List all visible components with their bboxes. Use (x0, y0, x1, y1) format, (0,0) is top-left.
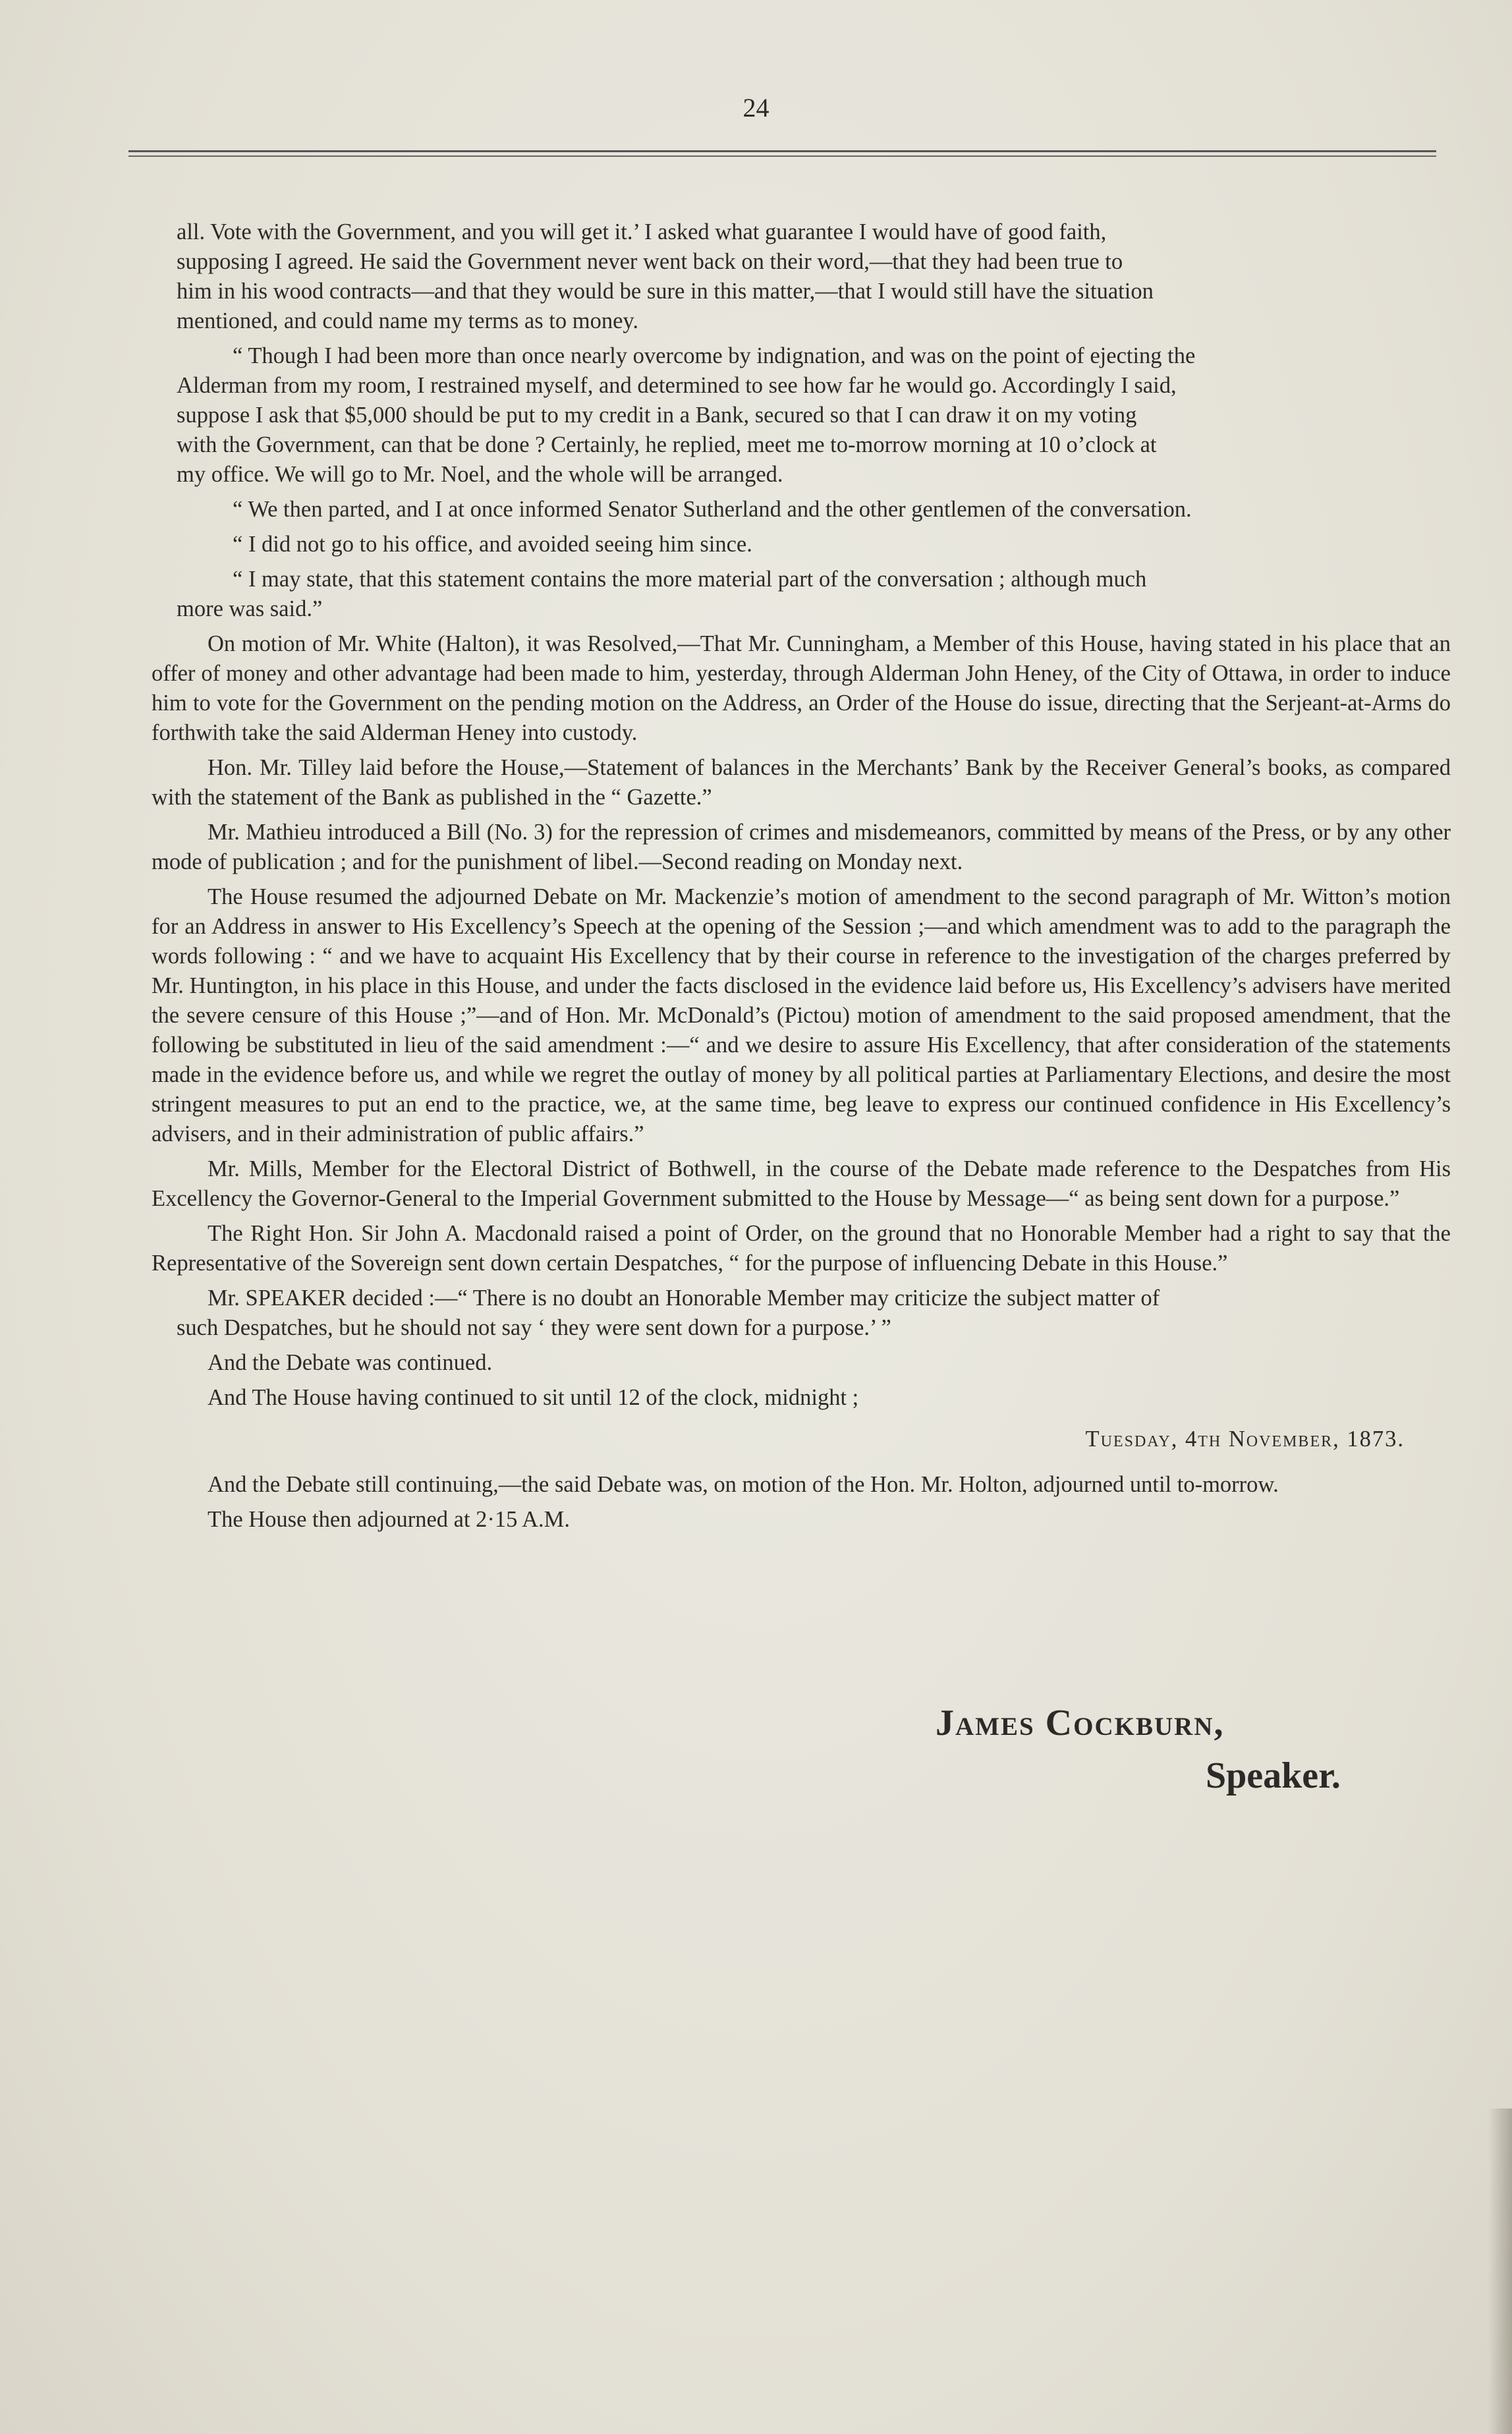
header-rule (128, 150, 1436, 159)
quoted-paragraph (152, 530, 1451, 559)
paragraph-house-adjourned: The House then adjourned at 2·15 A.M. (208, 1507, 570, 1532)
paragraph-debate-adjourned: And the Debate still continuing,—the said Debate was, on motion of the Hon. Mr. Holton, adjourned until to-morrow. (208, 1472, 1279, 1497)
speaker-line: Mr. SPEAKER decided :—“ There is no doubt an Honorable Member may criticize the subject matter of (208, 1286, 1160, 1311)
paragraph-macdonald: The Right Hon. Sir John A. Macdonald raised a point of Order, on the ground that no Honorable Member had a right to say that the Representative of the Sovereign sent down certain Despatches, “ for the purpose of influencing Debate in this House.” (152, 1221, 1451, 1276)
speaker-name: James Cockburn, (936, 1703, 1225, 1743)
paragraph-mills: Mr. Mills, Member for the Electoral District of Bothwell, in the course of the Debate made reference to the Despatches from His Excellency the Governor-General to the Imperial Government submitted to the House by Message—“ as being sent down for a purpose.” (152, 1156, 1451, 1211)
quote-line: Alderman from my room, I restrained myself, and determined to see how far he would go. Accordingly I said, (177, 373, 1177, 398)
binding-shadow (1488, 2109, 1512, 2434)
quoted-paragraph (152, 495, 1451, 524)
quote-line: my office. We will go to Mr. Noel, and the whole will be arranged. (177, 462, 783, 487)
quote-line: supposing I agreed. He said the Government never went back on their word,—that they had been true to (177, 249, 1123, 274)
quoted-paragraph (152, 341, 1451, 490)
quoted-paragraph (152, 565, 1451, 624)
paragraph-white-motion: On motion of Mr. White (Halton), it was Resolved,—That Mr. Cunningham, a Member of this House, having stated in his place that an offer of money and other advantage had been made to him, yesterday, through Alderman John Heney, of the City of Ottawa, in order to induce him to vote for the Government on the pending motion on the Address, an Order of the House do issue, directing that the Serjeant-at-Arms do forthwith take the said Alderman Heney into custody. (152, 631, 1451, 745)
date-heading: Tuesday, 4th November, 1873. (1085, 1427, 1405, 1452)
quote-line: all. Vote with the Government, and you will get it.’ I asked what guarantee I would have of good faith, (177, 219, 1107, 244)
quote-line: him in his wood contracts—and that they would be sure in this matter,—that I would still have the situation (177, 279, 1154, 304)
signature-block (936, 1697, 1397, 1802)
page-number: 24 (742, 93, 770, 123)
quote-line: “ I did not go to his office, and avoided seeing him since. (233, 532, 752, 557)
paragraph-debate-continued: And the Debate was continued. (208, 1350, 493, 1375)
quote-line: with the Government, can that be done ? Certainly, he replied, meet me to-morrow morning at 10 o’clock at (177, 432, 1157, 457)
paragraph-speaker-decision (152, 1284, 1451, 1343)
speaker-line: such Despatches, but he should not say ‘ they were sent down for a purpose.’ ” (177, 1315, 891, 1340)
quote-line: suppose I ask that $5,000 should be put to my credit in a Bank, secured so that I can draw it on my voting (177, 403, 1137, 428)
paragraph-tilley: Hon. Mr. Tilley laid before the House,—Statement of balances in the Merchants’ Bank by the Receiver General’s books, as compared with the statement of the Bank as published in the “ Gazette.” (152, 755, 1451, 810)
paragraph-debate-resumed: The House resumed the adjourned Debate on Mr. Mackenzie’s motion of amendment to the second paragraph of Mr. Witton’s motion for an Address in answer to His Excellency’s Speech at the opening of the Session ;—and which amendment was to add to the paragraph the words following : “ and we have to acquaint His Excellency that by their course in reference to the investigation of the charges preferred by Mr. Huntington, in his place in this House, and under the facts disclosed in the evidence laid before us, His Excellency’s advisers have merited the severe censure of this House ;”—and of Hon. Mr. McDonald’s (Pictou) motion of amendment to the said proposed amendment, that the following be substituted in lieu of the said amendment :—“ and we desire to assure His Excellency, that after consideration of the statements made in the evidence before us, and while we regret the outlay of money by all political parties at Parliamentary Elections, and desire the most stringent measures to put an end to the practice, we, at the same time, beg leave to express our continued confidence in His Excellency’s advisers, and in their administration of public affairs.” (152, 884, 1451, 1146)
paragraph-sat-until: And The House having continued to sit until 12 of the clock, midnight ; (208, 1385, 859, 1410)
quote-line: more was said.” (177, 596, 323, 621)
quote-line: “ I may state, that this statement contains the more material part of the conversation ; although much (233, 567, 1147, 592)
quote-line: mentioned, and could name my terms as to money. (177, 308, 639, 333)
quote-line: “ Though I had been more than once nearly overcome by indignation, and was on the point of ejecting the (233, 343, 1196, 368)
paragraph-mathieu-bill: Mr. Mathieu introduced a Bill (No. 3) for the repression of crimes and misdemeanors, committed by means of the Press, or by any other mode of publication ; and for the punishment of libel.—Second reading on Monday next. (152, 820, 1451, 874)
speaker-title: Speaker. (1206, 1755, 1341, 1796)
quoted-paragraph (152, 217, 1451, 336)
quote-line: “ We then parted, and I at once informed Senator Sutherland and the other gentlemen of the conversation. (233, 497, 1192, 522)
journal-body (152, 217, 1451, 1540)
